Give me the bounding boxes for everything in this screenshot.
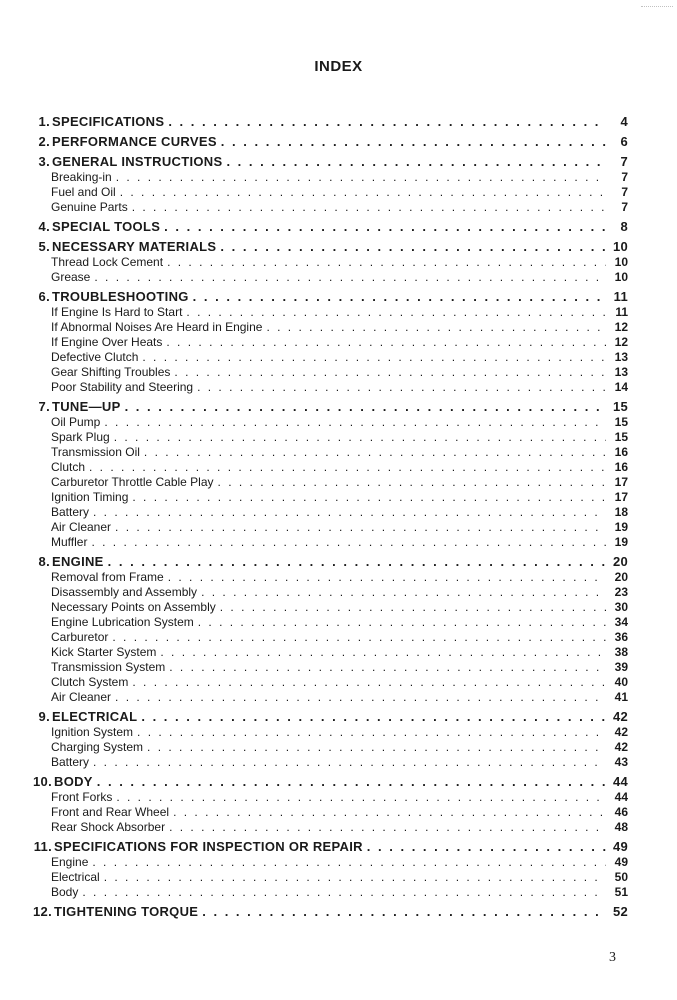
toc-subsection-entry [30, 415, 628, 430]
entry-page-number: 15 [614, 430, 628, 444]
entry-page-number: 10 [614, 270, 628, 284]
entry-page-number: 34 [614, 615, 628, 629]
dot-leader [85, 460, 606, 475]
entry-page-number: 8 [620, 219, 628, 234]
section-number: 11. [33, 839, 52, 854]
dot-leader [214, 475, 606, 490]
dot-leader [198, 903, 606, 920]
entry-label: Removal from Frame [51, 570, 164, 584]
entry-page-number: 44 [612, 774, 628, 789]
dot-leader [156, 645, 606, 660]
toc-subsection-entry [30, 475, 628, 490]
toc-subsection-entry [30, 570, 628, 585]
dot-leader [197, 585, 606, 600]
entry-page-number: 15 [612, 399, 628, 414]
entry-label: TROUBLESHOOTING [52, 289, 189, 304]
dot-leader [78, 885, 606, 900]
toc-subsection-entry [30, 885, 628, 900]
entry-label: SPECIAL TOOLS [52, 219, 161, 234]
toc-subsection-entry [30, 690, 628, 705]
toc-subsection-entry [30, 630, 628, 645]
dot-leader [111, 690, 606, 705]
entry-label: Engine [51, 855, 89, 869]
toc-section-entry [30, 133, 628, 150]
section-number: 5. [38, 239, 50, 254]
entry-page-number: 7 [621, 185, 628, 199]
entry-page-number: 18 [614, 505, 628, 519]
entry-page-number: 14 [614, 380, 628, 394]
dot-leader [222, 153, 606, 170]
toc-subsection-entry [30, 855, 628, 870]
section-number: 1. [38, 114, 50, 129]
entry-label: If Abnormal Noises Are Heard in Engine [51, 320, 263, 334]
dot-leader [163, 255, 606, 270]
toc-subsection-entry [30, 505, 628, 520]
entry-label: If Engine Over Heats [51, 335, 163, 349]
dot-leader [137, 708, 606, 725]
page-title: INDEX [314, 58, 363, 75]
toc-section-entry [30, 903, 628, 920]
entry-page-number: 13 [614, 350, 628, 364]
entry-page-number: 17 [614, 475, 628, 489]
entry-page-number: 7 [621, 170, 628, 184]
dot-leader [100, 870, 606, 885]
dot-leader [193, 380, 606, 395]
dot-leader [112, 790, 606, 805]
toc-subsection-entry [30, 380, 628, 395]
entry-label: Transmission System [51, 660, 166, 674]
toc-subsection-entry [30, 460, 628, 475]
section-number: 6. [38, 289, 50, 304]
dot-leader [138, 350, 606, 365]
entry-label: Disassembly and Assembly [51, 585, 198, 599]
entry-label: BODY [54, 774, 93, 789]
section-number: 9. [38, 709, 50, 724]
entry-page-number: 17 [614, 490, 628, 504]
entry-label: Electrical [51, 870, 100, 884]
toc-subsection-entry [30, 725, 628, 740]
toc-subsection-entry [30, 600, 628, 615]
toc-section-entry [30, 838, 628, 855]
toc-subsection-entry [30, 660, 628, 675]
entry-page-number: 16 [614, 460, 628, 474]
toc-subsection-entry [30, 270, 628, 285]
entry-label: Air Cleaner [51, 690, 112, 704]
entry-label: Front Forks [51, 790, 113, 804]
dot-leader [89, 505, 606, 520]
dot-leader [182, 305, 606, 320]
entry-label: Carburetor Throttle Cable Play [51, 475, 214, 489]
entry-page-number: 40 [614, 675, 628, 689]
dot-leader [111, 520, 606, 535]
dot-leader [217, 133, 606, 150]
dot-leader [216, 600, 606, 615]
entry-page-number: 6 [620, 134, 628, 149]
toc-subsection-entry [30, 350, 628, 365]
entry-page-number: 36 [614, 630, 628, 644]
entry-label: Kick Starter System [51, 645, 157, 659]
toc-subsection-entry [30, 255, 628, 270]
entry-label: Thread Lock Cement [51, 255, 164, 269]
entry-page-number: 52 [612, 904, 628, 919]
toc-subsection-entry [30, 615, 628, 630]
dot-leader [216, 238, 606, 255]
dot-leader [88, 855, 606, 870]
entry-label: Poor Stability and Steering [51, 380, 194, 394]
dot-leader [112, 170, 606, 185]
dot-leader [128, 200, 606, 215]
dot-leader [133, 725, 606, 740]
entry-label: Clutch [51, 460, 86, 474]
toc-subsection-entry [30, 490, 628, 505]
entry-page-number: 19 [614, 520, 628, 534]
toc-subsection-entry [30, 335, 628, 350]
entry-label: Ignition Timing [51, 490, 129, 504]
dot-leader [100, 415, 606, 430]
dot-leader [194, 615, 606, 630]
entry-label: Breaking-in [51, 170, 112, 184]
entry-page-number: 38 [614, 645, 628, 659]
dot-leader [160, 218, 606, 235]
entry-page-number: 49 [612, 839, 628, 854]
toc-subsection-entry [30, 200, 628, 215]
toc-subsection-entry [30, 755, 628, 770]
entry-label: Charging System [51, 740, 144, 754]
dot-leader [87, 535, 606, 550]
dot-leader [164, 113, 606, 130]
dot-leader [128, 490, 606, 505]
entry-label: TUNE—UP [52, 399, 121, 414]
dot-leader [140, 445, 606, 460]
entry-label: Defective Clutch [51, 350, 139, 364]
toc-subsection-entry [30, 675, 628, 690]
entry-page-number: 10 [614, 255, 628, 269]
entry-page-number: 30 [614, 600, 628, 614]
section-number: 3. [38, 154, 50, 169]
toc-section-entry [30, 153, 628, 170]
section-number: 12. [33, 904, 52, 919]
dot-leader [164, 570, 606, 585]
toc-subsection-entry [30, 365, 628, 380]
entry-label: Body [51, 885, 79, 899]
toc-subsection-entry [30, 740, 628, 755]
toc-section-entry [30, 218, 628, 235]
dot-leader [143, 740, 606, 755]
toc-section-entry [30, 113, 628, 130]
entry-page-number: 44 [614, 790, 628, 804]
entry-label: Engine Lubrication System [51, 615, 194, 629]
dot-leader [89, 755, 606, 770]
entry-label: Rear Shock Absorber [51, 820, 166, 834]
entry-page-number: 20 [614, 570, 628, 584]
entry-page-number: 51 [614, 885, 628, 899]
section-number: 4. [38, 219, 50, 234]
toc-section-entry [30, 288, 628, 305]
toc-subsection-entry [30, 585, 628, 600]
dot-leader [108, 630, 606, 645]
entry-label: NECESSARY MATERIALS [52, 239, 217, 254]
entry-label: Front and Rear Wheel [51, 805, 170, 819]
dot-leader [116, 185, 606, 200]
entry-label: Grease [51, 270, 91, 284]
toc-section-entry [30, 708, 628, 725]
toc-subsection-entry [30, 520, 628, 535]
entry-page-number: 41 [614, 690, 628, 704]
entry-label: GENERAL INSTRUCTIONS [52, 154, 223, 169]
entry-label: Battery [51, 755, 90, 769]
entry-label: Ignition System [51, 725, 134, 739]
scan-artifact [641, 0, 673, 7]
entry-label: Gear Shifting Troubles [51, 365, 171, 379]
page-number: 3 [609, 950, 616, 965]
dot-leader [121, 398, 606, 415]
entry-label: Air Cleaner [51, 520, 112, 534]
dot-leader [162, 335, 606, 350]
entry-page-number: 12 [614, 320, 628, 334]
toc-subsection-entry [30, 445, 628, 460]
dot-leader [110, 430, 606, 445]
entry-label: ELECTRICAL [52, 709, 138, 724]
toc-section-entry [30, 553, 628, 570]
entry-label: If Engine Is Hard to Start [51, 305, 183, 319]
entry-page-number: 13 [614, 365, 628, 379]
entry-page-number: 42 [612, 709, 628, 724]
entry-label: Spark Plug [51, 430, 110, 444]
entry-page-number: 49 [614, 855, 628, 869]
dot-leader [363, 838, 606, 855]
dot-leader [170, 365, 606, 380]
entry-label: Fuel and Oil [51, 185, 116, 199]
toc-subsection-entry [30, 170, 628, 185]
dot-leader [93, 773, 606, 790]
section-number: 7. [38, 399, 50, 414]
entry-page-number: 50 [614, 870, 628, 884]
table-of-contents [30, 113, 628, 920]
entry-label: Genuine Parts [51, 200, 128, 214]
toc-subsection-entry [30, 535, 628, 550]
section-number: 10. [33, 774, 52, 789]
entry-page-number: 11 [613, 289, 628, 304]
dot-leader [128, 675, 606, 690]
toc-subsection-entry [30, 820, 628, 835]
dot-leader [262, 320, 606, 335]
toc-subsection-entry [30, 185, 628, 200]
entry-page-number: 39 [614, 660, 628, 674]
entry-page-number: 7 [620, 154, 628, 169]
toc-subsection-entry [30, 430, 628, 445]
entry-label: Necessary Points on Assembly [51, 600, 216, 614]
entry-page-number: 23 [614, 585, 628, 599]
toc-section-entry [30, 238, 628, 255]
toc-section-entry [30, 773, 628, 790]
dot-leader [104, 553, 606, 570]
entry-label: PERFORMANCE CURVES [52, 134, 217, 149]
entry-label: Muffler [51, 535, 88, 549]
toc-subsection-entry [30, 645, 628, 660]
entry-label: Carburetor [51, 630, 109, 644]
entry-page-number: 42 [614, 740, 628, 754]
dot-leader [90, 270, 606, 285]
entry-page-number: 19 [614, 535, 628, 549]
entry-page-number: 46 [614, 805, 628, 819]
entry-page-number: 12 [614, 335, 628, 349]
entry-label: SPECIFICATIONS FOR INSPECTION OR REPAIR [54, 839, 363, 854]
entry-label: SPECIFICATIONS [52, 114, 165, 129]
entry-label: Battery [51, 505, 90, 519]
entry-page-number: 10 [612, 239, 628, 254]
toc-subsection-entry [30, 305, 628, 320]
toc-subsection-entry [30, 870, 628, 885]
entry-page-number: 15 [614, 415, 628, 429]
entry-label: Oil Pump [51, 415, 101, 429]
section-number: 2. [38, 134, 50, 149]
toc-section-entry [30, 398, 628, 415]
entry-label: Transmission Oil [51, 445, 140, 459]
section-number: 8. [38, 554, 50, 569]
toc-subsection-entry [30, 805, 628, 820]
entry-label: TIGHTENING TORQUE [54, 904, 199, 919]
dot-leader [189, 288, 606, 305]
entry-page-number: 11 [615, 305, 628, 319]
entry-page-number: 43 [614, 755, 628, 769]
entry-page-number: 48 [614, 820, 628, 834]
toc-subsection-entry [30, 790, 628, 805]
dot-leader [165, 820, 606, 835]
entry-page-number: 20 [612, 554, 628, 569]
entry-label: ENGINE [52, 554, 104, 569]
entry-page-number: 4 [620, 114, 628, 129]
dot-leader [169, 805, 606, 820]
toc-subsection-entry [30, 320, 628, 335]
entry-page-number: 7 [621, 200, 628, 214]
entry-page-number: 42 [614, 725, 628, 739]
entry-label: Clutch System [51, 675, 129, 689]
dot-leader [165, 660, 606, 675]
entry-page-number: 16 [614, 445, 628, 459]
